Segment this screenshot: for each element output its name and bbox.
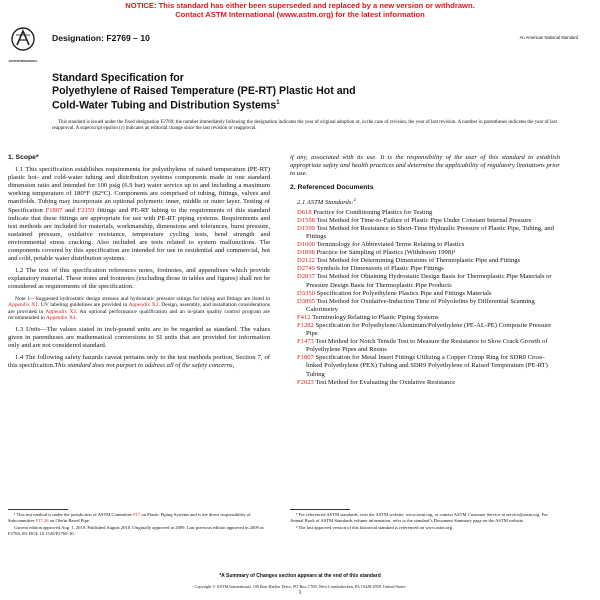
link-f1807[interactable]: F1807 [45, 206, 63, 214]
page-number: 1 [298, 590, 302, 596]
reference-item [290, 354, 560, 378]
scope-1-1-and: and [62, 206, 78, 214]
title-footnote-mark: 1 [276, 100, 280, 106]
note-1-text-b: . UV labeling guidelines are provided in [37, 302, 129, 309]
reference-title: Test Method for Oxidative-Induction Time of Polyolefins by Differential Scanning Calorimetry [306, 297, 535, 313]
right-column [290, 154, 560, 387]
reference-title: Test Method for Time-to-Failure of Plastic Pipe Under Constant Internal Pressure [314, 216, 532, 224]
reference-code-link[interactable]: D2122 [297, 257, 315, 265]
link-appendix-x4[interactable]: Appendix X4 [45, 315, 76, 322]
reference-item [290, 322, 560, 338]
reference-code-link[interactable]: D3895 [297, 297, 315, 305]
reference-code-link[interactable]: F412 [297, 313, 311, 321]
reference-item [290, 273, 560, 289]
reference-title: Practice for Conditioning Plastics for Testing [311, 208, 433, 216]
astm-logo-text: ASTM INTERNATIONAL [8, 60, 38, 63]
reference-title: Test Method for Resistance to Short-Time Hydraulic Pressure of Plastic Pipe, Tubing, and Fittings [306, 224, 554, 240]
scope-1-1 [8, 166, 270, 263]
notice-line-2: Contact ASTM International (www.astm.org) for the latest information [175, 10, 425, 19]
reference-item [290, 225, 560, 241]
reference-code-link[interactable]: D618 [297, 208, 312, 216]
astm-standards-footnote-mark: 2 [353, 197, 356, 203]
title-line-1: Standard Specification for [52, 72, 184, 84]
scope-1-3-units: Units [25, 325, 41, 333]
reference-title: Practice for Sampling of Plastics (Withdrawn 1998)³ [314, 249, 456, 257]
scope-heading: 1. Scope* [8, 154, 39, 161]
reference-title: Symbols for Dimensions of Plastic Pipe Fittings [314, 265, 444, 273]
reference-title: Test Method for Obtaining Hydrostatic Design Basis for Thermoplastic Pipe Materials or Pressure Design Basis for Thermoplastic Pipe Products [306, 273, 552, 289]
scope-1-1-text-b: fittings and PE-RT tubing to the requirements of this standard indicate that these fittings are appropriate for use with PE-RT piping systems. Requirements and test methods are included for materials, workmanship, dimensions and tolerances, burst pressure, sustained pressure, oxidative resistance, temperature cycling tests, bend strength and environmental stress cracking. Also included are tests related to system malfunctions. The components covered by this specification are intended for use in residential and commercial, hot and cold, potable water distribution systems. [8, 206, 271, 263]
footnote-divider-right [290, 509, 350, 510]
reference-title: Test Method for Notch Tensile Test to Measure the Resistance to Slow Crack Growth of Polyethylene Pipes and Resins [306, 338, 548, 354]
scope-1-4 [8, 354, 270, 370]
footnote-divider-left [8, 509, 68, 510]
reference-code-link[interactable]: D1600 [297, 241, 315, 249]
reference-code-link[interactable]: F2023 [297, 378, 314, 386]
link-f17[interactable]: F17 [133, 512, 141, 517]
reference-item [290, 265, 560, 273]
reference-title: Terminology Relating to Plastic Piping Systems [310, 313, 439, 321]
reference-code-link[interactable]: F1473 [297, 338, 314, 346]
link-appendix-x1[interactable]: Appendix X1 [8, 302, 38, 309]
referenced-documents-heading: 2. Referenced Documents [290, 184, 374, 192]
footnotes-right [290, 512, 560, 533]
american-national-standard-label: An American National Standard [519, 35, 578, 40]
link-appendix-x2[interactable]: Appendix X2 [128, 302, 159, 309]
footnote-3: ³ The last approved version of this historical standard is referenced on www.astm.org. [296, 525, 454, 531]
reference-item [290, 338, 560, 354]
scope-1-3-text: —The values stated in inch-pound units are to be regarded as standard. The values given in parentheses are mathematical conversions to SI units that are provided for information only and are not considered standard. [8, 325, 271, 350]
footnote-1-text-a: ¹ This test method is under the jurisdiction of ASTM Committee [14, 512, 134, 517]
scope-1-4-text-b: This standard does not purport to address all of the safety concerns, [54, 362, 235, 370]
footnote-1 [8, 512, 270, 523]
note-1-text-d: . An optional performance qualification and an in-plant quality control program are recommended in [8, 308, 270, 322]
title-line-3-text: Cold-Water Tubing and Distribution Systems [52, 99, 277, 112]
summary-of-changes-note: *A Summary of Changes section appears at the end of this standard [219, 573, 381, 579]
reference-item [290, 298, 560, 314]
astm-logo [8, 26, 38, 63]
notice-line-1: NOTICE: This standard has either been superseded and replaced by a new version or withdrawn. [125, 1, 475, 10]
reference-item [290, 217, 560, 225]
note-1-text-c: . Design, assembly, and installation considerations are provided in [8, 302, 270, 315]
link-f17-26[interactable]: F17.26 [35, 517, 49, 523]
title-line-3 [52, 97, 552, 112]
reference-title: Specification for Polyethylene Plastics Pipe and Fittings Materials [314, 289, 492, 297]
reference-code-link[interactable]: F1807 [297, 354, 314, 362]
reference-code-link[interactable]: D2749 [297, 265, 315, 273]
reference-item [290, 257, 560, 265]
scope-1-3-label: 1.3 [15, 325, 26, 333]
footnote-1-text-c: on Olefin Based Pipe. [48, 517, 91, 523]
reference-code-link[interactable]: D1599 [297, 224, 315, 232]
reference-code-link[interactable]: D1898 [297, 249, 315, 257]
footnotes-left [8, 512, 270, 538]
reference-title: Terminology for Abbreviated Terms Relating to Plastics [314, 241, 465, 249]
reference-title: Test Method for Determining Dimensions of Thermoplastic Pipe and Fittings [314, 257, 521, 265]
scope-1-4-text-a: 1.4 The following safety hazards caveat pertains only to the test methods portion, Section 7, of this specification. [8, 354, 270, 370]
reference-item [290, 314, 560, 322]
astm-standards-subheading [297, 196, 560, 207]
document-title [52, 72, 552, 112]
issued-note: This standard is issued under the fixed designation F2769; the number immediately following the designation indicates the year of original adoption or, in the case of revision, the year of last revision. A number in parentheses indicates the year of last reapproval. A superscript epsilon (ε) indicates an editorial change since the last revision or reapproval. [52, 120, 557, 132]
reference-title: Test Method for Evaluating the Oxidative Resistance [313, 378, 456, 386]
left-column [8, 154, 270, 374]
scope-1-3 [8, 326, 270, 350]
reference-title: Specification for Metal Insert Fittings Utilizing a Copper Crimp Ring for SDR9 Cross-linked Polyethylene (PEX) Tubing and SDR9 Polyethylene of Raised Temperature (PE-RT) Tubing [306, 354, 548, 378]
copyright-line: Copyright © ASTM International, 100 Barr Harbor Drive, PO Box C700, West Conshohocken, PA 19428-2959. United States [194, 584, 406, 589]
note-1 [8, 296, 270, 322]
edition-note: Current edition approved Aug. 1, 2010. Published August 2010. Originally approved in 2009. Last previous edition approved in 2009 as F2769–09. DOI: 10.1520/F2769-10. [8, 525, 264, 536]
reference-list [290, 209, 560, 387]
reference-code-link[interactable]: D1598 [297, 216, 315, 224]
note-1-text-a: Note 1—Suggested hydrostatic design stresses and hydrostatic pressure ratings for tubing and fittings are listed in [15, 295, 270, 302]
reference-code-link[interactable]: D2837 [297, 273, 315, 281]
footnote-2: ² For referenced ASTM standards, visit the ASTM website, www.astm.org, or contact ASTM Customer Service at service@astm.org. For Annual Book of ASTM Standards volume information, refer to the standard’s Document Summary page on the ASTM website. [290, 512, 548, 523]
reference-item [290, 290, 560, 298]
title-line-2: Polyethylene of Raised Temperature (PE-RT) Plastic Hot and [52, 84, 356, 97]
withdrawn-notice [0, 0, 600, 19]
reference-code-link[interactable]: F1282 [297, 321, 314, 329]
astm-standards-label: 2.1 ASTM Standards: [297, 199, 354, 207]
link-appendix-x3[interactable]: Appendix X3 [45, 308, 77, 315]
footnote-1-text-b: on Plastic Piping Systems and is the direct responsibility of Subcommittee [8, 512, 251, 523]
scope-1-2: 1.2 The text of this specification references notes, footnotes, and appendixes which provide explanatory material. These notes and footnotes (excluding those in tables and figures) shall not be considered as requirements of the specification. [8, 267, 270, 291]
scope-1-1-text-a: 1.1 This specification establishes requirements for polyethylene of raised temperature (PE-RT) plastic hot- and cold-water tubing and distribution systems components made in one standard dimension ratio and intended for 100 psig (6.9 bar) water service up to and including a maximum working temperature of 180°F (82°C). Components are comprised of tubing, fittings, valves and manifolds. Tubing may incorporate an optional polymeric inner, middle or outer layer. Testing of Specification [8, 166, 270, 214]
astm-logo-icon [8, 26, 38, 58]
designation: Designation: F2769 – 10 [52, 33, 150, 43]
safety-caveat-continued: if any, associated with its use. It is the responsibility of the user of this standard to establish appropriate safety and health practices and determine the applicability of regulatory limitations prior to use. [290, 154, 560, 178]
note-1-text-e: . [75, 315, 78, 322]
reference-item [290, 209, 560, 217]
reference-item [290, 379, 560, 387]
reference-code-link[interactable]: D3350 [297, 289, 315, 297]
reference-item [290, 249, 560, 257]
link-f2159[interactable]: F2159 [77, 206, 95, 214]
reference-item [290, 241, 560, 249]
reference-title: Specification for Polyethylene/Aluminum/Polyethylene (PE-AL-PE) Composite Pressure Pipe [306, 321, 552, 338]
